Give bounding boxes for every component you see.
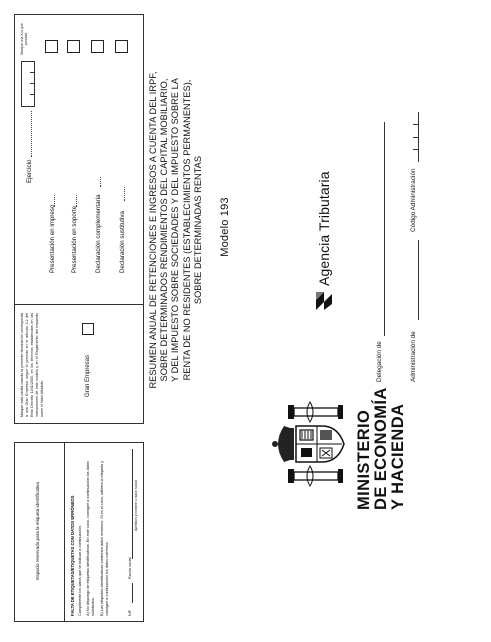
ejercicio-label: Ejercicio	[26, 159, 33, 183]
razon-social-label: Razón social	[128, 557, 132, 579]
gran-empresas-label: Gran Empresas	[85, 354, 91, 397]
option-sustitutiva-label: Declaración sustitutiva	[119, 211, 126, 273]
ministry-line-3: Y HACIENDA	[389, 403, 407, 510]
option-complementaria-checkbox[interactable]	[91, 40, 104, 53]
codigo-field[interactable]	[408, 112, 419, 162]
agency-name: Agencia Tributaria	[316, 171, 332, 286]
administracion-field[interactable]	[418, 240, 419, 320]
razon-social-sublabel: Apellidos y nombre o razón social	[134, 480, 138, 531]
title-line: RESUMEN ANUAL DE RETENCIONES E INGRESOS A CUENTA DEL IRPF,	[148, 71, 158, 389]
gran-empresas-checkbox[interactable]	[82, 323, 94, 335]
option-soporte-label: Presentación en soporte	[71, 205, 78, 273]
nif-field[interactable]	[132, 583, 133, 603]
sticker-heading: FALTA DE ETIQUETAS/ETIQUETAS CON DATOS ERRÓNEOS	[70, 495, 75, 616]
agency-emblem-icon	[312, 290, 334, 312]
ministry-line-2: DE ECONOMÍA	[372, 387, 390, 510]
ministry-name	[356, 370, 407, 510]
sticker-panel	[14, 442, 144, 622]
ministry-line-1: MINISTERIO	[355, 409, 373, 510]
ejercicio-dots	[31, 111, 32, 157]
sticker-item-b: B) Las etiquetas identificativas contienen datos erróneos. Si es el caso, adhiera la etiqueta y consigne a continuación los datos correctos.	[100, 460, 110, 616]
agency-logo	[310, 122, 340, 312]
title-line: Y DEL IMPUESTO SOBRE SOCIEDADES Y DEL IMPUESTO SOBRE LA	[170, 78, 181, 382]
gran-empresas-instructions: Marque esta casilla cuando la presente declaración corresponda a una Gran Empresa, según lo previsto en el artículo 2.2 del Real Decreto 1041/2003, en los términos establecidos en las instrucciones de este modelo y en el Reglamento del Impuesto sobre el Valor Añadido.	[20, 313, 44, 417]
title-line: SOBRE DETERMINADOS RENDIMIENTOS DEL CAPITAL MOBILIARIO,	[159, 78, 170, 382]
sticker-divider	[64, 443, 65, 621]
option-soporte-dots	[76, 195, 77, 207]
declaration-options-panel	[14, 14, 144, 424]
option-impreso-dots	[54, 195, 55, 207]
ejercicio-field[interactable]	[21, 61, 35, 107]
sticker-caption: Espacio reservado para la etiqueta identificativa	[35, 482, 40, 580]
coat-of-arms-icon	[270, 396, 352, 492]
title-line: SOBRE DETERMINADAS RENTAS	[192, 155, 203, 305]
model-label: Modelo 193	[219, 197, 231, 257]
title-line: RENTA DE NO RESIDENTES (ESTABLECIMIENTOS PERMANENTES),	[181, 79, 192, 381]
nif-label: NIF	[128, 609, 132, 616]
mark-note: Marque una X lo que proceda	[20, 23, 29, 55]
sticker-item-a: A) No dispongo de etiquetas identificativas. En este caso, consigne a continuación los datos solicitados.	[86, 461, 96, 616]
option-impreso-checkbox[interactable]	[45, 40, 58, 53]
panel-divider	[15, 304, 143, 305]
option-impreso-label: Presentación en impreso	[49, 204, 56, 273]
option-soporte-checkbox[interactable]	[67, 40, 80, 53]
option-sustitutiva-dots	[124, 187, 125, 201]
option-complementaria-dots	[100, 177, 101, 187]
delegacion-field[interactable]	[384, 122, 385, 336]
option-sustitutiva-checkbox[interactable]	[115, 40, 128, 53]
razon-social-field[interactable]	[132, 449, 133, 559]
delegacion-label: Delegación de	[376, 341, 383, 382]
form-title	[148, 40, 204, 420]
sticker-intro: Cumplimente los datos que se indican a continuación:	[78, 525, 82, 616]
codigo-label: Código Administración	[410, 168, 417, 232]
administracion-label: Administración de	[410, 331, 417, 382]
option-complementaria-label: Declaración complementaria	[95, 194, 102, 273]
